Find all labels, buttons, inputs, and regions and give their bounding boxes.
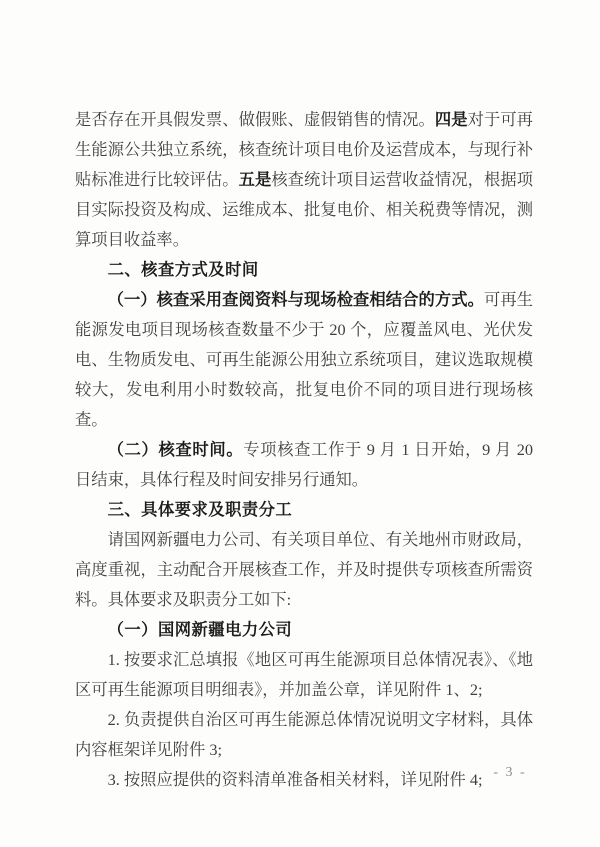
- list-item-3: [75, 765, 533, 795]
- bold-text: 二、核查方式及时间: [107, 261, 259, 279]
- para-schedule: [75, 435, 533, 495]
- bold-text: 四是: [434, 110, 468, 129]
- para-audit-items-continued: [75, 105, 533, 255]
- body-text: 专项核查工作于 9 月 1 日开始，9 月 20 日结束，具体行程及时间安排另行通知。: [75, 440, 533, 489]
- para-overview-request: [75, 525, 533, 615]
- bold-text: （一）核查采用查阅资料与现场检查相结合的方式。: [107, 290, 484, 309]
- body-text: 对于可再生能源公共独立系统，核查统计项目电价及运营成本，与现行补贴标准进行比较评估。: [75, 110, 533, 189]
- heading-section-three: [75, 495, 533, 525]
- body-text: 3. 按照应提供的资料清单准备相关材料，详见附件 4;: [107, 770, 483, 789]
- body-text: 1. 按要求汇总填报《地区可再生能源项目总体情况表》、《地区可再生能源项目明细表》，并加盖公章，详见附件 1、2;: [75, 650, 533, 699]
- list-item-2: [75, 705, 533, 765]
- body-text: 核查统计项目运营收益情况，根据项目实际投资及构成、运维成本、批复电价、相关税费等情况，测算项目收益率。: [75, 170, 533, 249]
- heading-company: [75, 615, 533, 645]
- bold-text: 三、具体要求及职责分工: [107, 501, 293, 519]
- body-text: 可再生能源发电项目现场核查数量不少于 20 个，应覆盖风电、光伏发电、生物质发电、可再生能源公用独立系统项目，建议选取规模较大，发电利用小时数较高，批复电价不同的项目进行现场核查。: [75, 290, 533, 429]
- body-text: 是否存在开具假发票、做假账、虚假销售的情况。: [75, 110, 435, 129]
- bold-text: 五是: [238, 170, 272, 189]
- para-method: [75, 285, 533, 435]
- body-text: 2. 负责提供自治区可再生能源总体情况说明文字材料，具体内容框架详见附件 3;: [75, 710, 533, 759]
- body-text: 请国网新疆电力公司、有关项目单位、有关地州市财政局，高度重视，主动配合开展核查工作，并及时提供专项核查所需资料。具体要求及职责分工如下:: [75, 530, 533, 609]
- page-number: - 3 -: [493, 765, 527, 780]
- document-text: [75, 105, 533, 795]
- heading-section-two: [75, 255, 533, 285]
- bold-text: （一）国网新疆电力公司: [107, 621, 293, 639]
- bold-text: （二）核查时间。: [107, 440, 244, 459]
- list-item-1: [75, 645, 533, 705]
